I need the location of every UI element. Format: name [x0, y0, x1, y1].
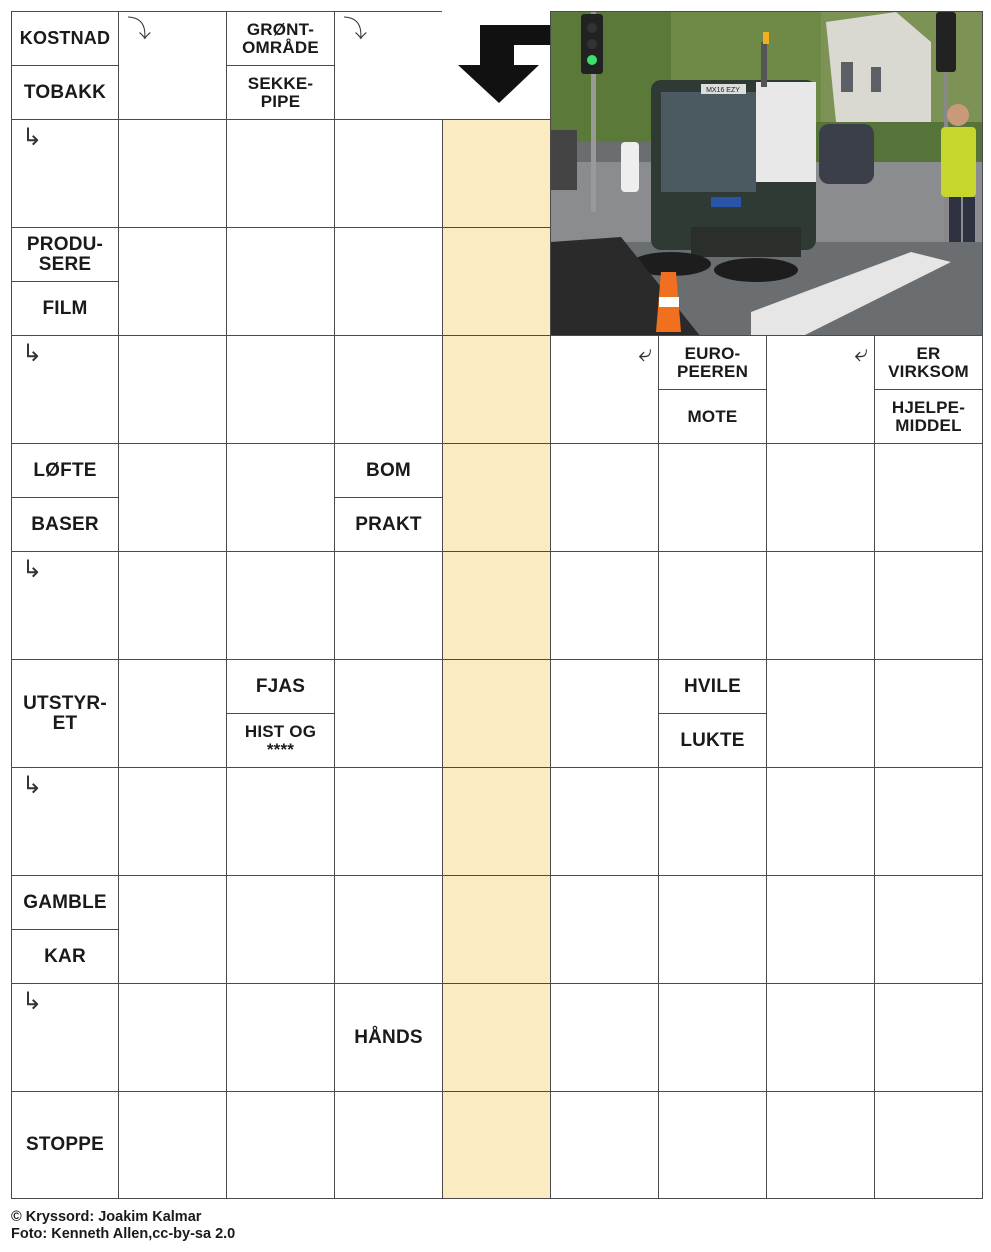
answer-cell[interactable] [118, 227, 227, 336]
answer-cell[interactable] [118, 875, 227, 984]
hook-down-right-icon: ⤵ [127, 16, 151, 43]
answer-cell[interactable] [118, 1091, 227, 1199]
solution-cell[interactable] [442, 551, 551, 660]
hook-right-icon: ↳ [22, 124, 43, 151]
clue-stoppe: STOPPE [11, 1091, 119, 1199]
clue-kar: KAR [11, 929, 119, 984]
answer-cell[interactable] [658, 767, 767, 876]
answer-cell[interactable] [874, 875, 983, 984]
answer-cell[interactable] [658, 1091, 767, 1199]
down-left-turn-arrow-icon [442, 11, 551, 120]
credits [11, 1209, 235, 1243]
answer-cell[interactable] [766, 335, 875, 444]
clue-lofte: LØFTE [11, 443, 119, 498]
answer-cell[interactable] [550, 443, 659, 552]
hook-right-icon: ↳ [22, 988, 43, 1015]
answer-cell[interactable] [334, 1091, 443, 1199]
answer-cell[interactable] [226, 443, 335, 552]
answer-cell[interactable] [874, 551, 983, 660]
answer-cell[interactable] [334, 11, 443, 120]
answer-cell[interactable] [550, 551, 659, 660]
answer-cell[interactable] [334, 875, 443, 984]
hook-right-icon: ↳ [22, 556, 43, 583]
plate-text: MX16 EZY [706, 87, 740, 94]
clue-gamble: GAMBLE [11, 875, 119, 930]
answer-cell[interactable] [118, 335, 227, 444]
clue-film: FILM [11, 281, 119, 336]
answer-cell[interactable] [334, 227, 443, 336]
row-start-cell[interactable] [11, 983, 119, 1092]
answer-cell[interactable] [226, 1091, 335, 1199]
row-start-cell[interactable] [11, 551, 119, 660]
clue-hist-og: HIST OG **** [226, 713, 335, 768]
crossword-grid [11, 11, 983, 1199]
answer-cell[interactable] [658, 875, 767, 984]
answer-cell[interactable] [874, 659, 983, 768]
solution-cell[interactable] [442, 1091, 551, 1199]
answer-cell[interactable] [766, 659, 875, 768]
solution-cell[interactable] [442, 335, 551, 444]
clue-produsere: PRODU- SERE [11, 227, 119, 282]
credit-crossword: © Kryssord: Joakim Kalmar [11, 1209, 202, 1225]
credit-photo: Foto: Kenneth Allen,cc-by-sa 2.0 [11, 1226, 236, 1242]
answer-cell[interactable] [226, 227, 335, 336]
hook-right-icon: ↳ [22, 772, 43, 799]
clue-fjas: FJAS [226, 659, 335, 714]
answer-cell[interactable] [766, 875, 875, 984]
answer-cell[interactable] [766, 983, 875, 1092]
answer-cell[interactable] [658, 443, 767, 552]
answer-cell[interactable] [766, 767, 875, 876]
answer-cell[interactable] [658, 983, 767, 1092]
answer-cell[interactable] [226, 119, 335, 228]
clue-lukte: LUKTE [658, 713, 767, 768]
clue-hvile: HVILE [658, 659, 767, 714]
clue-bom: BOM [334, 443, 443, 498]
clue-hjelpemiddel: HJELPE- MIDDEL [874, 389, 983, 444]
solution-cell[interactable] [442, 443, 551, 552]
answer-cell[interactable] [550, 659, 659, 768]
answer-cell[interactable] [226, 335, 335, 444]
answer-cell[interactable] [874, 983, 983, 1092]
answer-cell[interactable] [550, 1091, 659, 1199]
clue-baser: BASER [11, 497, 119, 552]
clue-tobakk: TOBAKK [11, 65, 119, 120]
clue-europeeren: EURO- PEEREN [658, 335, 767, 390]
hook-down-left-icon: ⤶ [854, 340, 868, 367]
hook-down-left-icon: ⤶ [638, 340, 652, 367]
solution-cell[interactable] [442, 659, 551, 768]
clue-utstyret: UTSTYR- ET [11, 659, 119, 768]
answer-cell[interactable] [334, 767, 443, 876]
answer-cell[interactable] [550, 983, 659, 1092]
answer-cell[interactable] [550, 875, 659, 984]
clue-hands: HÅNDS [334, 983, 443, 1092]
solution-cell[interactable] [442, 119, 551, 228]
answer-cell[interactable] [226, 767, 335, 876]
row-start-cell[interactable] [11, 335, 119, 444]
answer-cell[interactable] [334, 335, 443, 444]
answer-cell[interactable] [226, 983, 335, 1092]
answer-cell[interactable] [118, 443, 227, 552]
clue-prakt: PRAKT [334, 497, 443, 552]
clue-sekkepipe: SEKKE- PIPE [226, 65, 335, 120]
answer-cell[interactable] [334, 551, 443, 660]
street-sweeper-photo [551, 12, 983, 336]
answer-cell[interactable] [766, 443, 875, 552]
answer-cell[interactable] [766, 551, 875, 660]
puzzle-photo [550, 11, 983, 336]
answer-cell[interactable] [118, 119, 227, 228]
clue-grontomrade: GRØNT- OMRÅDE [226, 11, 335, 66]
answer-cell[interactable] [118, 551, 227, 660]
answer-cell[interactable] [334, 119, 443, 228]
answer-cell[interactable] [118, 767, 227, 876]
answer-cell[interactable] [550, 767, 659, 876]
answer-cell[interactable] [874, 1091, 983, 1199]
hook-down-right-icon: ⤵ [343, 16, 367, 43]
row-start-cell[interactable] [11, 119, 119, 228]
solution-cell[interactable] [442, 983, 551, 1092]
answer-cell[interactable] [118, 11, 227, 120]
solution-cell[interactable] [442, 767, 551, 876]
answer-cell[interactable] [874, 443, 983, 552]
answer-cell[interactable] [766, 1091, 875, 1199]
row-start-cell[interactable] [11, 767, 119, 876]
answer-cell[interactable] [550, 335, 659, 444]
answer-cell[interactable] [658, 551, 767, 660]
solution-cell[interactable] [442, 875, 551, 984]
clue-mote: MOTE [658, 389, 767, 444]
clue-kostnad: KOSTNAD [11, 11, 119, 66]
answer-cell[interactable] [874, 767, 983, 876]
hook-right-icon: ↳ [22, 340, 43, 367]
answer-cell[interactable] [118, 983, 227, 1092]
answer-cell[interactable] [226, 875, 335, 984]
answer-cell[interactable] [334, 659, 443, 768]
solution-cell[interactable] [442, 227, 551, 336]
answer-cell[interactable] [226, 551, 335, 660]
clue-er-virksom: ER VIRKSOM [874, 335, 983, 390]
answer-cell[interactable] [118, 659, 227, 768]
big-arrow-cell [442, 11, 551, 120]
